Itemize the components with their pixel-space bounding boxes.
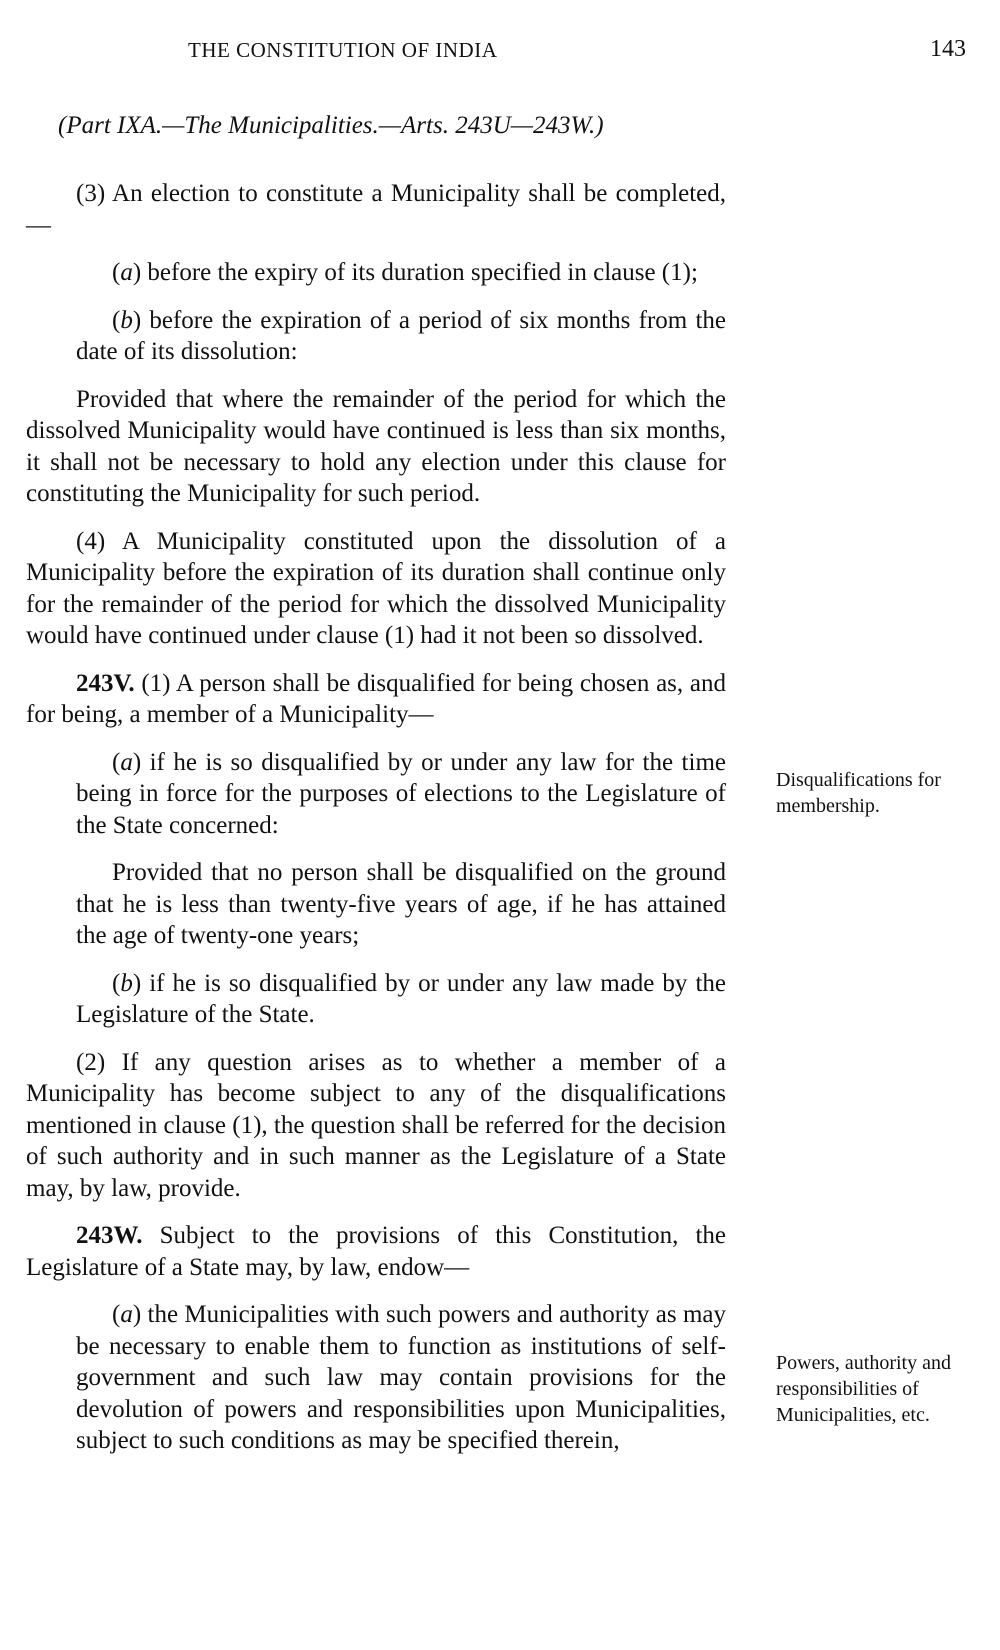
article-number: 243V.: [76, 669, 135, 697]
clause-4-paragraph: (4) A Municipality constituted upon the dissolution of a Municipality before the expiration of its duration shall continue only for the remainder of the period for which the dissolved Municipality would have continued under clause (1) had it not been so dissolved.: [26, 527, 726, 649]
item-label: a: [120, 259, 133, 286]
clause-3-item-a: (a) before the expiry of its duration specified in clause (1);: [112, 259, 698, 286]
item-text: before the expiration of a period of six months from the date of its dissolution:: [76, 306, 726, 365]
article-text: Subject to the provisions of this Constitution, the Legislature of a State may, by law, endow—: [26, 1222, 726, 1281]
item-label: b: [120, 969, 133, 997]
article-243v-proviso: Provided that no person shall be disqualified on the ground that he is less than twenty-five years of age, if he has attained the age of twenty-one years;: [76, 859, 726, 949]
clause-3-paragraph: (3) An election to constitute a Municipality shall be completed,—: [26, 180, 726, 239]
article-243w-item-a: (a) the Municipalities with such powers and authority as may be necessary to enable them to function as institutions of self-government and such law may contain provisions for the devolution of powers and responsibilities upon Municipalities, subject to such conditions as may be specified therein,: [76, 1301, 726, 1454]
running-header-title: THE CONSTITUTION OF INDIA: [188, 38, 498, 62]
clause-3-proviso: Provided that where the remainder of the period for which the dissolved Municipality would have continued is less than six months, it shall not be necessary to hold any election under this clause for constituting the Municipality for such period.: [26, 385, 726, 507]
clause-3-item-b: (b) before the expiration of a period of six months from the date of its dissolution:: [76, 306, 726, 365]
part-heading: [58, 112, 604, 140]
article-number: 243W.: [76, 1222, 143, 1249]
article-243w-paragraph: [26, 1220, 726, 1283]
item-label: b: [120, 306, 133, 334]
main-text-column: [26, 178, 726, 1473]
item-text: the Municipalities with such powers and authority as may be necessary to enable them to function as institutions of self-government and such law may contain provisions for the devolution of powers and responsibilities upon Municipalities, subject to such conditions as may be specified therein,: [76, 1301, 726, 1454]
margin-note-powers: Powers, authority and responsibilities of Municipalities, etc.: [776, 1352, 951, 1426]
part-heading-text: (Part IXA.—The Municipalities.—Arts. 243U—243W.): [58, 112, 604, 139]
item-label: a: [120, 1301, 133, 1328]
item-label: a: [120, 748, 133, 776]
article-243v-paragraph: [26, 668, 726, 731]
item-text: if he is so disqualified by or under any law made by the Legislature of the State.: [76, 969, 726, 1028]
margin-note-disqualifications: Disqualifications for membership.: [776, 769, 941, 817]
article-243v-item-a: (a) if he is so disqualified by or under any law for the time being in force for the purposes of elections to the Legislature of the State concerned:: [76, 748, 726, 839]
article-text: (1) A person shall be disqualified for being chosen as, and for being, a member of a Municipality—: [26, 669, 726, 728]
article-243v-item-b: (b) if he is so disqualified by or under any law made by the Legislature of the State.: [76, 969, 726, 1028]
item-text: if he is so disqualified by or under any law for the time being in force for the purposes of elections to the Legislature of the State concerned:: [76, 748, 726, 839]
page-number: 143: [930, 36, 966, 62]
item-text: before the expiry of its duration specified in clause (1);: [141, 259, 698, 286]
article-243v-clause-2: (2) If any question arises as to whether a member of a Municipality has become subject to any of the disqualifications mentioned in clause (1), the question shall be referred for the decision of such authority and in such manner as the Legislature of a State may, by law, provide.: [26, 1048, 726, 1202]
